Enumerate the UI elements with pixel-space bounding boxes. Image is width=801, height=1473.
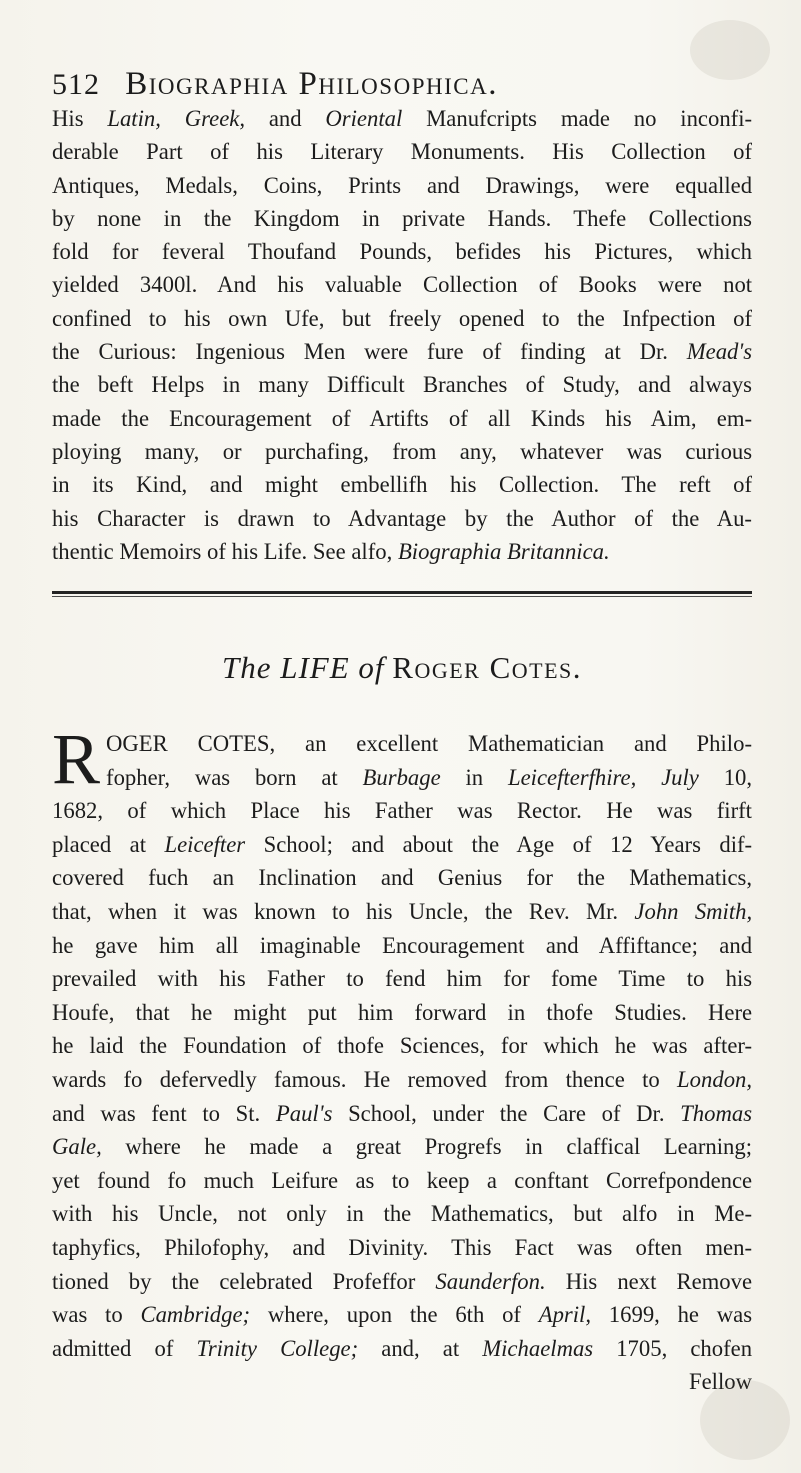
text-line: with his Uncle, not only in the Mathematics, but alfo in Me- [52, 1201, 752, 1227]
italic-word: Leicefterfhire, [507, 764, 637, 790]
text-line: admitted of Trinity College; and, at Michaelmas 1705, chofen [52, 1335, 752, 1361]
page-header [52, 64, 752, 105]
text-line: prevailed with his Father to fend him for fome Time to his [52, 966, 752, 992]
text-line: His Latin, Greek, and Oriental Manufcripts made no inconfi- [52, 106, 752, 131]
italic-word: Thomas [680, 1100, 752, 1126]
section-divider [52, 591, 752, 597]
text-line: Gale, where he made a great Progrefs in claffical Learning; [52, 1134, 752, 1160]
italic-word: Biographia [397, 538, 502, 564]
text-line: placed at Leicefter School; and about the Age of 12 Years dif- [52, 831, 752, 857]
text-line: made the Encouragement of Artifts of all Kinds his Aim, em- [52, 405, 752, 431]
life-heading-italic: The LIFE of [221, 650, 385, 685]
text-line: the beft Helps in many Difficult Branches of Study, and always [52, 372, 752, 398]
italic-word: Gale, [52, 1134, 102, 1160]
italic-word: Greek, [184, 106, 246, 131]
previous-entry-text [52, 102, 752, 568]
italic-word: Mead's [686, 339, 752, 365]
paper-stain [700, 1380, 790, 1460]
italic-word: Cambridge; [140, 1302, 251, 1328]
text-line: in its Kind, and might embellifh his Collection. The reft of [52, 472, 752, 498]
text-line: tioned by the celebrated Profeffor Saunderfon. His next Remove [52, 1268, 752, 1294]
text-line: wards fo defervedly famous. He removed from thence to London, [52, 1066, 752, 1092]
italic-word: Michaelmas [482, 1335, 594, 1361]
text-line: yet found fo much Leifure as to keep a conftant Correfpondence [52, 1167, 752, 1193]
italic-word: Latin, [107, 106, 161, 131]
text-line: derable Part of his Literary Monuments. His Collection of [52, 139, 752, 165]
text-line: fopher, was born at Burbage in Leicefterfhire, July 10, [106, 764, 752, 790]
text-line: the Curious: Ingenious Men were fure of finding at Dr. Mead's [52, 339, 752, 365]
italic-word: July [661, 764, 699, 790]
italic-word: Saunderfon. [435, 1268, 546, 1294]
text-line: Antiques, Medals, Coins, Prints and Drawings, were equalled [52, 172, 752, 198]
paper-stain [690, 20, 770, 80]
life-heading-name: Roger Cotes. [392, 650, 583, 685]
article-body [52, 719, 752, 1399]
text-line: taphyfics, Philofophy, and Divinity. This Fact was often men- [52, 1234, 752, 1260]
italic-word: London, [677, 1066, 752, 1092]
italic-word: Paul's [275, 1100, 333, 1126]
italic-word: Leicefter [164, 831, 246, 857]
text-line: 1682, of which Place his Father was Rector. He was firft [52, 798, 752, 824]
text-line: his Character is drawn to Advantage by the Author of the Au- [52, 505, 752, 531]
text-line: OGER COTES, an excellent Mathematician and Philo- [106, 731, 752, 756]
drop-cap: R [52, 719, 101, 799]
text-line: ploying many, or purchafing, from any, whatever was curious [52, 438, 752, 464]
catchword: Fellow [688, 1369, 752, 1395]
italic-word: Smith, [694, 898, 752, 924]
text-line: he gave him all imaginable Encouragement and Affiftance; and [52, 932, 752, 958]
text-line: he laid the Foundation of thofe Sciences, for which he was after- [52, 1033, 752, 1059]
text-line: confined to his own Ufe, but freely opened to the Infpection of [52, 305, 752, 331]
italic-word: Burbage [362, 764, 441, 790]
text-line: thentic Memoirs of his Life. See alfo, Biographia Britannica. [52, 538, 610, 564]
italic-word: April, [538, 1302, 592, 1328]
text-line: fold for feveral Thoufand Pounds, befides his Pictures, which [52, 239, 752, 265]
italic-word: John [634, 898, 679, 924]
text-line: by none in the Kingdom in private Hands. Thefe Collections [52, 205, 752, 231]
running-title: Biographia Philosophica. [125, 66, 498, 102]
page-number: 512 [52, 68, 100, 101]
italic-word: College; [280, 1335, 359, 1361]
italic-word: Britannica. [506, 538, 610, 564]
text-line: covered fuch an Inclination and Genius for the Mathematics, [52, 865, 752, 891]
text-line: was to Cambridge; where, upon the 6th of April, 1699, he was [52, 1302, 752, 1328]
italic-word: Trinity [196, 1335, 257, 1361]
italic-word: Oriental [325, 106, 403, 131]
text-line: Houfe, that he might put him forward in thofe Studies. Here [52, 999, 752, 1025]
text-line: and was fent to St. Paul's School, under the Care of Dr. Thomas [52, 1100, 752, 1126]
text-line: that, when it was known to his Uncle, the Rev. Mr. John Smith, [52, 898, 752, 924]
life-heading [52, 647, 752, 689]
text-line: yielded 3400l. And his valuable Collection of Books were not [52, 272, 752, 298]
